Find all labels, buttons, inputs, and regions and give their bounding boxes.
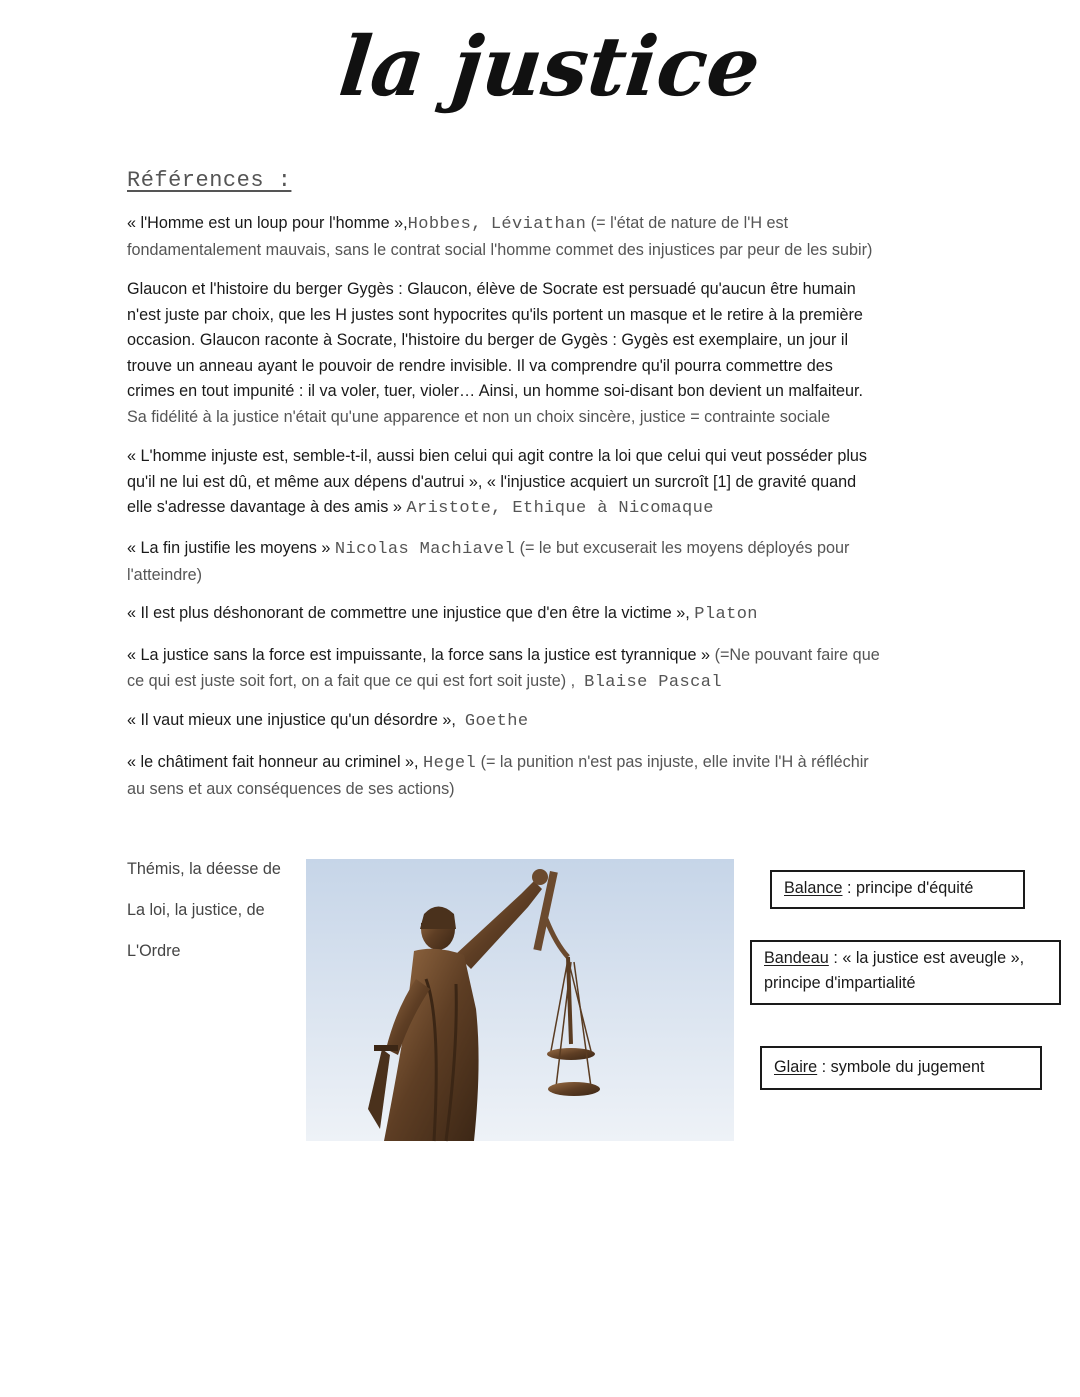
aristote-author: Aristote, Ethique à Nicomaque [406,499,714,519]
hobbes-quote: « l'Homme est un loup pour l'homme », [127,214,408,232]
platon-quote: « Il est plus déshonorant de commettre une injustice que d'en être la victime », [127,604,690,622]
goethe-quote: « Il vaut mieux une injustice qu'un désordre », [127,711,456,729]
glaive-term: Glaire [774,1058,818,1076]
pascal-quote: « La justice sans la force est impuissante, la force sans la justice est tyrannique » [127,646,711,664]
gyges-line-5: crimes en tout impunité : il va voler, tuer, violer… Ainsi, un homme soi-disant bon devient un malfaiteur. [127,382,863,401]
gyges-reference [127,277,955,431]
platon-author: Platon [694,605,758,624]
themis-caption-line-3: L'Ordre [127,942,181,960]
pascal-note-2: ce qui est juste soit fort, on a fait que ce qui est fort soit juste) , [127,671,576,690]
machiavel-note-1: (= le but excuserait les moyens déployés pour [519,539,850,557]
machiavel-author: Nicolas Machiavel [334,540,516,559]
glaive-text: : symbole du jugement [817,1058,985,1076]
aristote-line-3: elle s'adresse davantage à des amis » [127,498,402,517]
page-title [335,19,765,135]
hobbes-author: Hobbes, [407,215,482,234]
bandeau-text-1: : « la justice est aveugle », [828,949,1025,967]
themis-caption-line-1: Thémis, la déesse de [127,860,281,878]
hegel-note-1: (= la punition n'est pas injuste, elle invite l'H à réfléchir [480,753,869,771]
hobbes-reference [127,211,955,263]
themis-statue-image [306,859,734,1141]
goethe-reference [127,708,955,735]
gyges-line-3: occasion. Glaucon raconte à Socrate, l'histoire du berger de Gygès : Gygès est exemplaire, un jour il [127,331,849,350]
aristote-line-2: qu'il ne lui est dû, et même aux dépens d'autrui », « l'injustice acquiert un surcroît [1] de gravité quand [127,472,857,491]
hobbes-note-1: (= l'état de nature de l'H est [590,214,789,232]
glaive-annotation [760,1046,1042,1090]
balance-term: Balance [784,879,843,897]
gyges-line-6: Sa fidélité à la justice n'était qu'une apparence et non un choix sincère, justice = contrainte sociale [127,407,831,426]
balance-annotation [770,870,1025,909]
bandeau-annotation [750,940,1061,1005]
goethe-author: Goethe [464,712,529,731]
aristote-line-1: « L'homme injuste est, semble-t-il, aussi bien celui qui agit contre la loi que celui qui veut posséder plus [127,447,868,465]
scale-pan-right [548,1082,600,1096]
references-heading: Références : [127,168,292,193]
gyges-line-1: Glaucon et l'histoire du berger Gygès : Glaucon, élève de Socrate est persuadé qu'aucun être humain [127,280,856,298]
machiavel-quote: « La fin justifie les moyens » [127,539,331,557]
balance-text: : principe d'équité [842,879,974,897]
pascal-reference [127,643,955,695]
hegel-reference [127,750,955,802]
machiavel-reference [127,536,955,588]
title-text: la justice [335,19,765,115]
bandeau-text-2: principe d'impartialité [764,974,916,992]
pascal-note-1: (=Ne pouvant faire que [714,646,880,664]
aristote-reference [127,444,955,522]
gyges-line-2: n'est juste par choix, que les H justes sont hypocrites qu'ils portent un masque et le retire à la première [127,305,863,324]
hobbes-note-2: fondamentalement mauvais, sans le contrat social l'homme commet des injustices par peur de les subir) [127,240,873,259]
bandeau-term: Bandeau [764,949,829,967]
hobbes-work: Léviathan [490,215,587,234]
pascal-author: Blaise Pascal [584,672,722,692]
hegel-note-2: au sens et aux conséquences de ses actions) [127,779,455,798]
themis-caption-line-2: La loi, la justice, de [127,901,265,919]
machiavel-note-2: l'atteindre) [127,565,203,584]
gyges-line-4: trouve un anneau ayant le pouvoir de rendre invisible. Il va comprendre qu'il pourra commettre des [127,356,833,375]
hegel-author: Hegel [423,754,477,773]
hegel-quote: « le châtiment fait honneur au criminel », [127,753,419,771]
platon-reference [127,601,955,628]
